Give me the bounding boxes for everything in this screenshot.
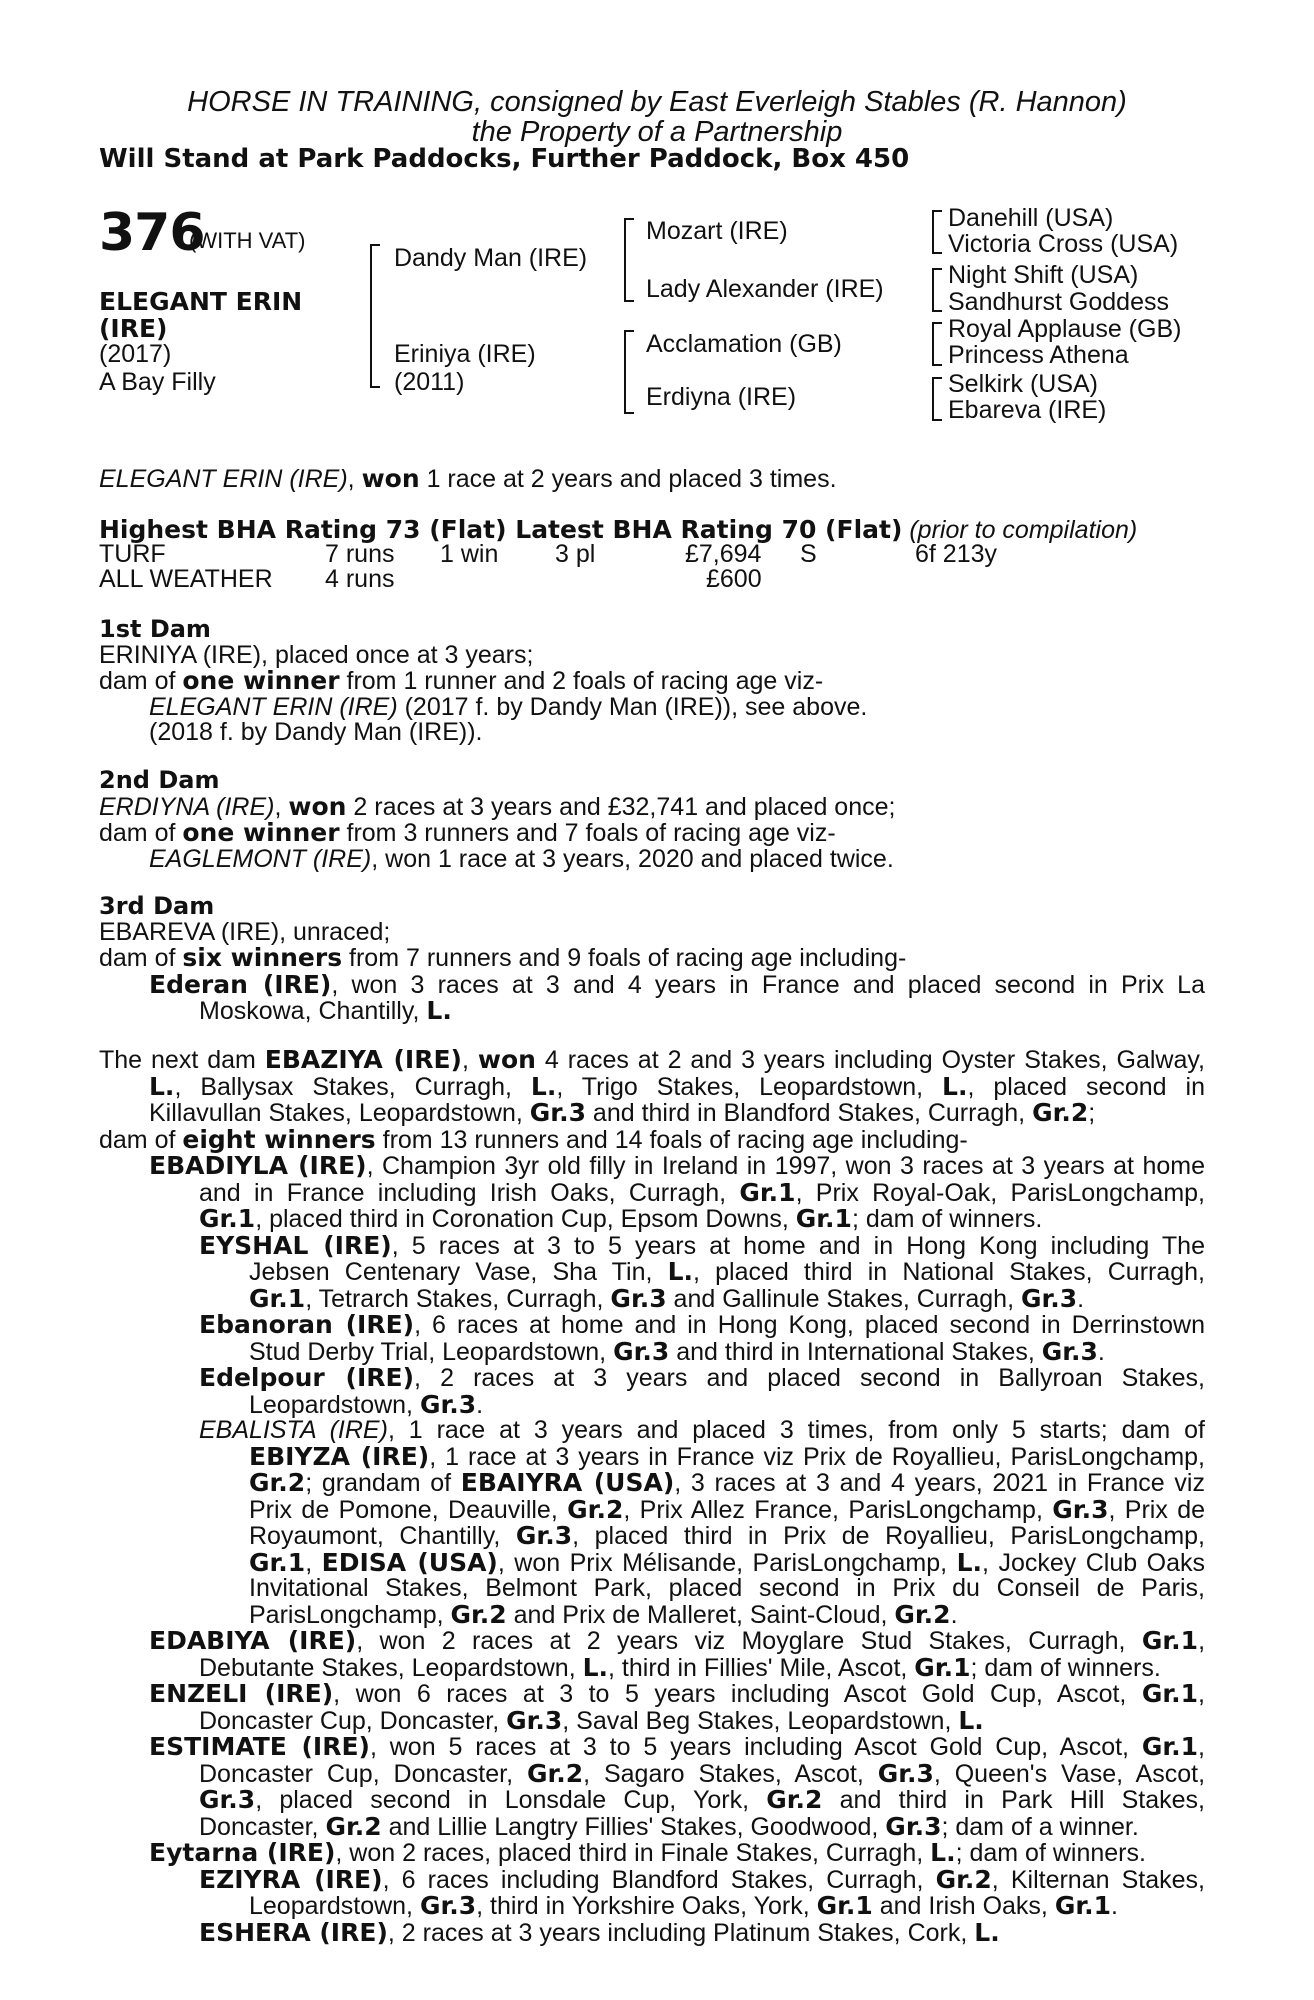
estimate-line-2: Doncaster Cup, Doncaster, Gr.2, Sagaro Stakes, Ascot, Gr.3, Queen's Vase, Ascot, — [199, 1758, 1206, 1788]
first-dam-heading: 1st Dam — [99, 615, 211, 643]
estimate-line-1: ESTIMATE (IRE), won 5 races at 3 to 5 years including Ascot Gold Cup, Ascot, Gr.1, — [149, 1732, 1205, 1761]
turf-wins: 1 win — [440, 540, 499, 568]
second-dam-line-3: EAGLEMONT (IRE), won 1 race at 3 years, 2020 and placed twice. — [149, 844, 894, 873]
pedigree-brace-1 — [370, 244, 380, 388]
granddam-4: Sandhurst Goddess — [948, 288, 1169, 316]
enzeli-line-1: ENZELI (IRE), won 6 races at 3 to 5 years including Ascot Gold Cup, Ascot, Gr.1, — [149, 1679, 1205, 1708]
next-dam-line-1: The next dam EBAZIYA (IRE), won 4 races at 2 and 3 years including Oyster Stakes, Galway, — [99, 1045, 1205, 1074]
enzeli-line-2: Doncaster Cup, Doncaster, Gr.3, Saval Beg Stakes, Leopardstown, L. — [199, 1705, 984, 1735]
first-dam-line-1: ERINIYA (IRE), placed once at 3 years; — [99, 640, 534, 669]
summary-rest: 1 race at 2 years and placed 3 times. — [419, 465, 837, 493]
estimate-line-3: Gr.3, placed second in Lonsdale Cup, York, Gr.2 and third in Park Hill Stakes, — [199, 1785, 1205, 1814]
ebanoran-line-1: Ebanoran (IRE), 6 races at home and in Hong Kong, placed second in Derrinstown — [199, 1310, 1206, 1339]
first-dam-line-3: ELEGANT ERIN (IRE) (2017 f. by Dandy Man (IRE)), see above. — [149, 692, 868, 721]
horse-description: A Bay Filly — [99, 368, 216, 396]
turf-going: S — [800, 540, 817, 568]
third-dam-line-2: dam of six winners from 7 runners and 9 foals of racing age including- — [99, 943, 907, 972]
granddam-8: Ebareva (IRE) — [948, 396, 1107, 424]
granddam-3: Night Shift (USA) — [948, 261, 1139, 289]
turf-distance: 6f 213y — [915, 540, 998, 568]
eyshal-line-1: EYSHAL (IRE), 5 races at 3 to 5 years at home and in Hong Kong including The — [199, 1230, 1205, 1260]
first-dam-section — [99, 617, 1205, 746]
turf-runs: 7 runs — [325, 540, 395, 568]
ebalista-line-3: Gr.2; grandam of EBAIYRA (USA), 3 races at 3 and 4 years, 2021 in France viz — [249, 1468, 1205, 1497]
edabiya-line-1: EDABIYA (IRE), won 2 races at 2 years viz Moyglare Stud Stakes, Curragh, Gr.1, — [149, 1626, 1206, 1655]
dam: Eriniya (IRE) — [394, 340, 536, 368]
edelpour-line-1: Edelpour (IRE), 2 races at 3 years and placed second in Ballyroan Stakes, — [199, 1363, 1205, 1392]
second-dam-heading: 2nd Dam — [99, 766, 220, 794]
third-dam-line-4: Moskowa, Chantilly, L. — [199, 996, 452, 1025]
sire-dam: Lady Alexander (IRE) — [646, 275, 884, 303]
first-dam-line-2: dam of one winner from 1 runner and 2 foals of racing age viz- — [99, 666, 824, 695]
edabiya-line-2: Debutante Stakes, Leopardstown, L., third in Fillies' Mile, Ascot, Gr.1; dam of winners. — [199, 1652, 1161, 1682]
vat-label: (WITH VAT) — [189, 228, 306, 253]
ebalista-line-1: EBALISTA (IRE), 1 race at 3 years and placed 3 times, from only 5 starts; dam of — [199, 1416, 1205, 1444]
dam-year: (2011) — [394, 368, 465, 396]
next-dam-section — [99, 1047, 1205, 1946]
pedigree-brace-7 — [932, 377, 942, 421]
summary-won: won — [361, 464, 420, 493]
horse-year: (2017) — [99, 340, 172, 368]
header-line-1: HORSE IN TRAINING, consigned by East Everleigh Stables (R. Hannon) — [187, 86, 1127, 118]
next-dam-line-3: Killavullan Stakes, Leopardstown, Gr.3 and third in Blandford Stakes, Curragh, Gr.2; — [149, 1098, 1096, 1127]
header-line-2: the Property of a Partnership — [471, 116, 843, 148]
pedigree-brace-4 — [932, 210, 942, 254]
third-dam-line-3: Ederan (IRE), won 3 races at 3 and 4 years in France and placed second in Prix La — [149, 969, 1205, 999]
sire-sire: Mozart (IRE) — [646, 217, 788, 245]
sire: Dandy Man (IRE) — [394, 244, 588, 272]
first-dam-line-4: (2018 f. by Dandy Man (IRE)). — [149, 718, 483, 746]
aw-label: ALL WEATHER — [99, 565, 273, 593]
edelpour-line-2: Leopardstown, Gr.3. — [249, 1389, 484, 1419]
pedigree-brace-5 — [932, 268, 942, 312]
next-dam-line-4: dam of eight winners from 13 runners and 14 foals of racing age including- — [99, 1124, 968, 1154]
dam-dam: Erdiyna (IRE) — [646, 383, 797, 411]
pedigree-brace-6 — [932, 322, 942, 366]
granddam-1: Danehill (USA) — [948, 204, 1114, 232]
header-line-3: Will Stand at Park Paddocks, Further Paddock, Box 450 — [99, 144, 910, 174]
ebalista-line-8: ParisLongchamp, Gr.2 and Prix de Malleret, Saint-Cloud, Gr.2. — [249, 1599, 958, 1629]
ebadiyla-line-3: Gr.1, placed third in Coronation Cup, Epsom Downs, Gr.1; dam of winners. — [199, 1204, 1043, 1233]
lot-number: 376 — [99, 203, 205, 263]
ebalista-line-5: Royaumont, Chantilly, Gr.3, placed third in Prix de Royallieu, ParisLongchamp, — [249, 1521, 1205, 1550]
ebalista-line-7: Invitational Stakes, Belmont Park, placed second in Prix du Conseil de Paris, — [249, 1574, 1205, 1602]
second-dam-line-2: dam of one winner from 3 runners and 7 foals of racing age viz- — [99, 818, 836, 847]
granddam-2: Victoria Cross (USA) — [948, 230, 1179, 258]
eshera-line-1: ESHERA (IRE), 2 races at 3 years including Platinum Stakes, Cork, L. — [199, 1917, 1000, 1947]
eziyra-line-2: Leopardstown, Gr.3, third in Yorkshire Oaks, York, Gr.1 and Irish Oaks, Gr.1. — [249, 1891, 1118, 1920]
horse-name-line2: (IRE) — [99, 314, 168, 343]
turf-earnings: £7,694 — [685, 540, 762, 568]
granddam-7: Selkirk (USA) — [948, 370, 1099, 398]
third-dam-section — [99, 894, 1205, 1025]
eytarna-line-1: Eytarna (IRE), won 2 races, placed third in Finale Stakes, Curragh, L.; dam of winners. — [149, 1838, 1146, 1867]
granddam-5: Royal Applause (GB) — [948, 315, 1182, 343]
eziyra-line-1: EZIYRA (IRE), 6 races including Blandford Stakes, Curragh, Gr.2, Kilternan Stakes, — [199, 1864, 1205, 1894]
horse-name-line1: ELEGANT ERIN — [99, 287, 303, 316]
ebanoran-line-2: Stud Derby Trial, Leopardstown, Gr.3 and third in International Stakes, Gr.3. — [249, 1336, 1105, 1366]
eyshal-line-3: Gr.1, Tetrarch Stakes, Curragh, Gr.3 and Gallinule Stakes, Curragh, Gr.3. — [249, 1283, 1085, 1313]
rating-title: Highest BHA Rating 73 (Flat) Latest BHA Rating 70 (Flat) — [99, 515, 903, 544]
granddam-6: Princess Athena — [948, 341, 1129, 369]
pedigree-brace-2 — [624, 218, 634, 302]
next-dam-line-2: L., Ballysax Stakes, Curragh, L., Trigo Stakes, Leopardstown, L., placed second in — [149, 1071, 1205, 1101]
eyshal-line-2: Jebsen Centenary Vase, Sha Tin, L., placed third in National Stakes, Curragh, — [249, 1257, 1205, 1286]
ebadiyla-line-2: and in France including Irish Oaks, Curragh, Gr.1, Prix Royal-Oak, ParisLongchamp, — [199, 1177, 1205, 1207]
summary-line: ELEGANT ERIN (IRE), won 1 race at 2 years and placed 3 times. — [99, 464, 837, 493]
rating-note: (prior to compilation) — [909, 516, 1138, 544]
second-dam-line-1: ERDIYNA (IRE), won 2 races at 3 years and £32,741 and placed once; — [99, 791, 896, 821]
second-dam-section — [99, 768, 1205, 872]
turf-label: TURF — [99, 540, 166, 568]
third-dam-heading: 3rd Dam — [99, 892, 215, 920]
ebalista-line-4: Prix de Pomone, Deauville, Gr.2, Prix Allez France, ParisLongchamp, Gr.3, Prix de — [249, 1494, 1206, 1524]
ebadiyla-line-1: EBADIYLA (IRE), Champion 3yr old filly in Ireland in 1997, won 3 races at 3 years at home — [149, 1151, 1205, 1180]
aw-runs: 4 runs — [325, 565, 395, 593]
estimate-line-4: Doncaster, Gr.2 and Lillie Langtry Fillies' Stakes, Goodwood, Gr.3; dam of a winner. — [199, 1811, 1139, 1841]
third-dam-line-1: EBAREVA (IRE), unraced; — [99, 917, 391, 946]
aw-earnings: £600 — [706, 565, 762, 593]
ebalista-line-6: Gr.1, EDISA (USA), won Prix Mélisande, ParisLongchamp, L., Jockey Club Oaks — [249, 1547, 1205, 1577]
summary-name: ELEGANT ERIN (IRE) — [99, 465, 348, 493]
pedigree-brace-3 — [624, 330, 634, 414]
turf-placed: 3 pl — [555, 540, 596, 568]
ebalista-line-2: EBIYZA (IRE), 1 race at 3 years in France viz Prix de Royallieu, ParisLongchamp, — [249, 1441, 1205, 1471]
dam-sire: Acclamation (GB) — [646, 330, 842, 358]
